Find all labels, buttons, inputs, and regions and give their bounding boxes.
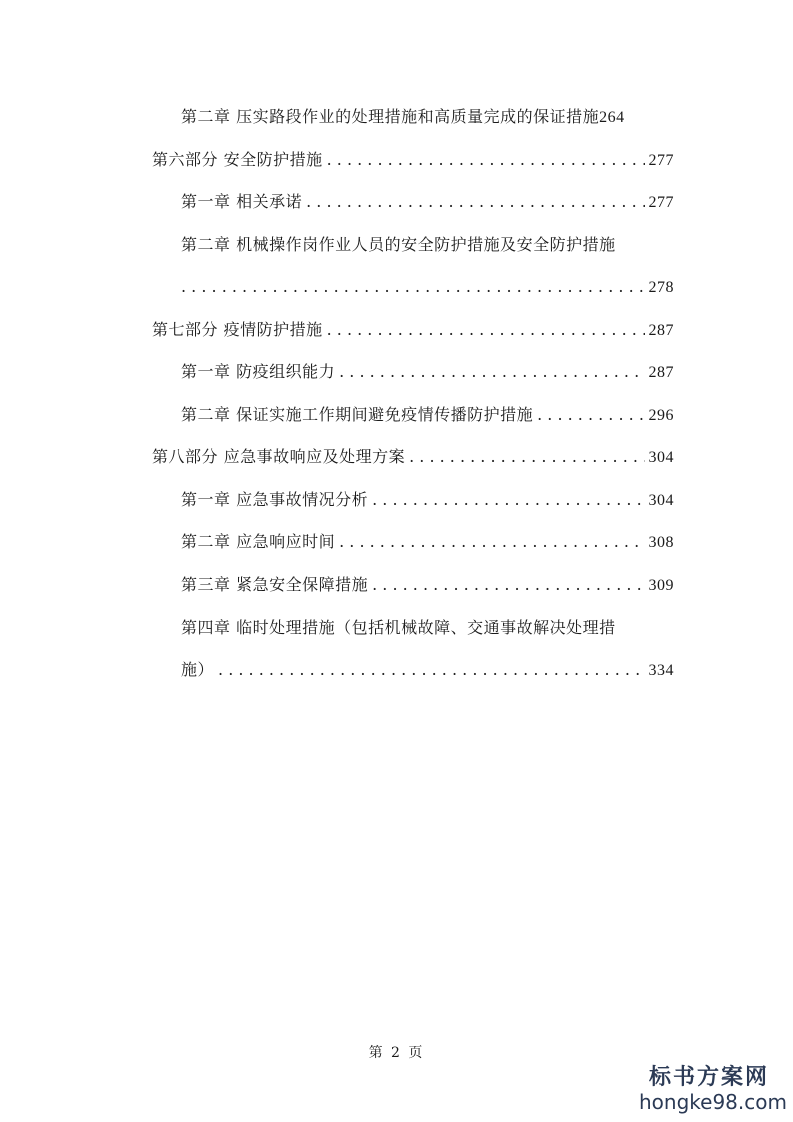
toc-entry-title: 第八部分 应急事故响应及处理方案 (152, 447, 406, 466)
page-footer: 第 2 页 (368, 1045, 425, 1061)
toc-leader-dots (306, 192, 644, 212)
toc-entry-page: 334 (648, 662, 674, 679)
toc-entry-title: 第一章 相关承诺 (181, 192, 303, 211)
toc-entry[interactable] (181, 490, 674, 511)
toc-entry-continuation[interactable] (181, 277, 674, 298)
toc-entry[interactable] (181, 575, 674, 596)
toc-entry-title: 第二章 机械操作岗作业人员的安全防护措施及安全防护措施 (181, 235, 616, 254)
toc-entry-title: 第三章 紧急安全保障措施 (181, 575, 369, 594)
toc-leader-dots (372, 490, 644, 510)
toc-entry-page: 309 (648, 577, 674, 594)
toc-entry-page: 277 (648, 194, 674, 211)
toc-leader-dots (339, 362, 644, 382)
toc-entry-title: 第一章 应急事故情况分析 (181, 490, 369, 509)
toc-entry-title: 第七部分 疫情防护措施 (152, 320, 323, 339)
toc-entry[interactable] (181, 532, 674, 553)
toc-entry-title: 第二章 保证实施工作期间避免疫情传播防护措施 (181, 405, 534, 424)
watermark-logo (639, 1064, 787, 1114)
toc-entry-page: 287 (648, 364, 674, 381)
toc-leader-dots (218, 660, 644, 680)
toc-entry[interactable] (181, 235, 674, 255)
toc-entry-title: 第二章 压实路段作业的处理措施和高质量完成的保证措施 (181, 107, 600, 126)
toc-entry[interactable] (152, 447, 674, 468)
toc-entry[interactable] (152, 150, 674, 171)
toc-leader-dots (409, 447, 644, 467)
toc-leader-dots (339, 532, 644, 552)
toc-entry[interactable] (181, 107, 674, 128)
toc-entry[interactable] (152, 320, 674, 341)
toc-entry-page: 277 (648, 152, 674, 169)
toc-leader-dots (327, 150, 645, 170)
toc-entry-page: 278 (648, 279, 674, 296)
watermark-url-text: hongke98.com (639, 1090, 787, 1114)
toc-entry[interactable] (181, 405, 674, 426)
toc-entry-title: 第六部分 安全防护措施 (152, 150, 323, 169)
toc-entry-page: 296 (648, 407, 674, 424)
toc-entry-title: 第二章 应急响应时间 (181, 532, 336, 551)
toc-entry[interactable] (181, 192, 674, 213)
toc-entry[interactable] (181, 362, 674, 383)
toc-leader-dots (181, 277, 645, 297)
toc-entry-title: 第一章 防疫组织能力 (181, 362, 336, 381)
toc-entry-continuation[interactable] (181, 660, 674, 681)
toc-entry-page: 264 (599, 109, 625, 126)
watermark-cn-text: 标书方案网 (648, 1064, 769, 1090)
toc-entry-page: 304 (648, 492, 674, 509)
toc-leader-dots (537, 405, 644, 425)
toc-entry-page: 304 (648, 449, 674, 466)
toc-leader-dots (327, 320, 645, 340)
toc-entry[interactable] (181, 618, 674, 638)
toc-leader-dots (372, 575, 644, 595)
toc-entry-page: 308 (648, 534, 674, 551)
toc-entry-page: 287 (648, 322, 674, 339)
toc-entry-title: 第四章 临时处理措施（包括机械故障、交通事故解决处理措 (181, 618, 616, 637)
toc-entry-title: 施） (181, 660, 215, 679)
